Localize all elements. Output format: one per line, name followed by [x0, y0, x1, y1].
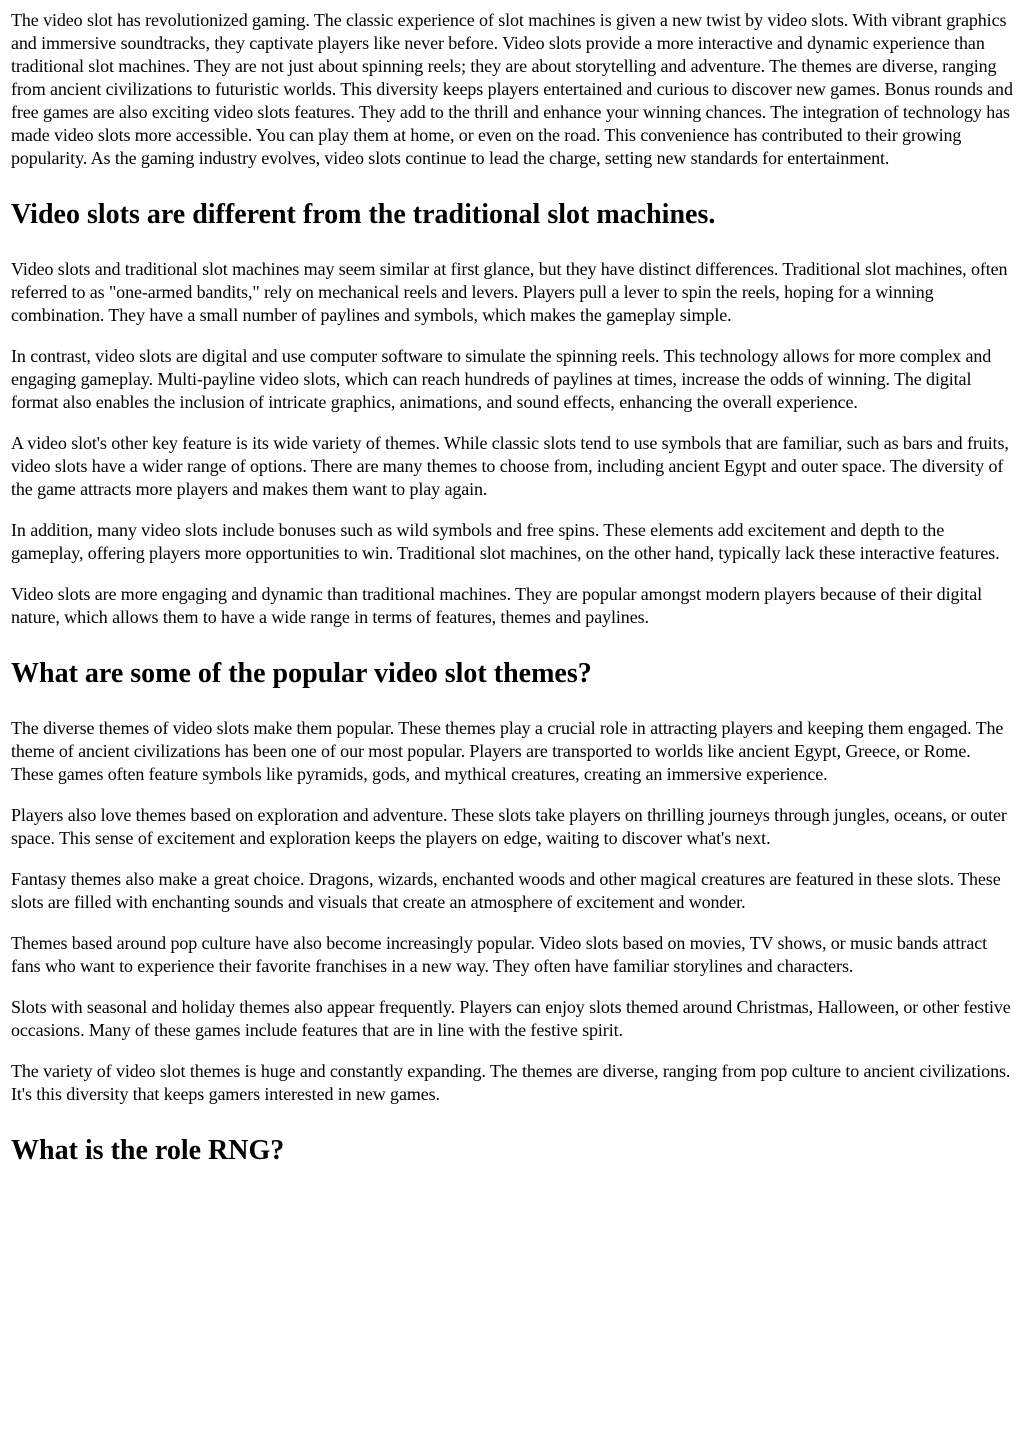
paragraph-bonuses: In addition, many video slots include bonuses such as wild symbols and free spins. These elements add excitement and depth to the gameplay, offering players more opportunities to win. Traditional slot machines, on the other hand, typically lack these interactive features.: [11, 520, 1000, 563]
paragraph-digital: In contrast, video slots are digital and use computer software to simulate the spinning reels. This technology allows for more complex and engaging gameplay. Multi-payline video slots, which can reach hundreds of paylines at times, increase the odds of winning. The digital format also enables the inclusion of intricate graphics, animations, and sound effects, enhancing the overall experience.: [11, 346, 992, 412]
paragraph-pop-culture: Themes based around pop culture have also become increasingly popular. Video slots based on movies, TV shows, or music bands attract fans who want to experience their favorite franchises in a new way. They often have familiar storylines and characters.: [11, 933, 988, 976]
section-heading-differences: Video slots are different from the traditional slot machines.: [11, 199, 716, 230]
paragraph-summary: Video slots are more engaging and dynamic than traditional machines. They are popular amongst modern players because of their digital nature, which allows them to have a wide range in terms of features, themes and paylines.: [11, 584, 982, 627]
section-heading-themes: What are some of the popular video slot themes?: [11, 658, 592, 689]
section-heading-rng: What is the role RNG?: [11, 1135, 285, 1166]
paragraph-variety-themes: The variety of video slot themes is huge and constantly expanding. The themes are diverse, ranging from pop culture to ancient civilizations. It's this diversity that keeps gamers interested in new games.: [11, 1061, 1011, 1104]
paragraph-fantasy: Fantasy themes also make a great choice. Dragons, wizards, enchanted woods and other magical creatures are featured in these slots. These slots are filled with enchanting sounds and visuals that create an atmosphere of excitement and wonder.: [11, 869, 1001, 912]
paragraph-mechanical: Video slots and traditional slot machines may seem similar at first glance, but they have distinct differences. Traditional slot machines, often referred to as "one-armed bandits," rely on mechanical reels and levers. Players pull a lever to spin the reels, hoping for a winning combination. They have a small number of paylines and symbols, which makes the gameplay simple.: [11, 259, 1008, 325]
paragraph-variety: A video slot's other key feature is its wide variety of themes. While classic slots tend to use symbols that are familiar, such as bars and fruits, video slots have a wider range of options. There are many themes to choose from, including ancient Egypt and outer space. The diversity of the game attracts more players and makes them want to play again.: [11, 433, 1009, 499]
paragraph-ancient: The diverse themes of video slots make them popular. These themes play a crucial role in attracting players and keeping them engaged. The theme of ancient civilizations has been one of our most popular. Players are transported to worlds like ancient Egypt, Greece, or Rome. These games often feature symbols like pyramids, gods, and mythical creatures, creating an immersive experience.: [11, 718, 1004, 784]
paragraph-seasonal: Slots with seasonal and holiday themes also appear frequently. Players can enjoy slots themed around Christmas, Halloween, or other festive occasions. Many of these games include features that are in line with the festive spirit.: [11, 997, 1011, 1040]
paragraph-adventure: Players also love themes based on exploration and adventure. These slots take players on thrilling journeys through jungles, oceans, or outer space. This sense of excitement and exploration keeps the players on edge, waiting to discover what's next.: [11, 805, 1007, 848]
intro-paragraph: The video slot has revolutionized gaming. The classic experience of slot machines is given a new twist by video slots. With vibrant graphics and immersive soundtracks, they captivate players like never before. Video slots provide a more interactive and dynamic experience than traditional slot machines. They are not just about spinning reels; they are about storytelling and adventure. The themes are diverse, ranging from ancient civilizations to futuristic worlds. This diversity keeps players entertained and curious to discover new games. Bonus rounds and free games are also exciting video slots features. They add to the thrill and enhance your winning chances. The integration of technology has made video slots more accessible. You can play them at home, or even on the road. This convenience has contributed to their growing popularity. As the gaming industry evolves, video slots continue to lead the charge, setting new standards for entertainment.: [11, 10, 1013, 168]
